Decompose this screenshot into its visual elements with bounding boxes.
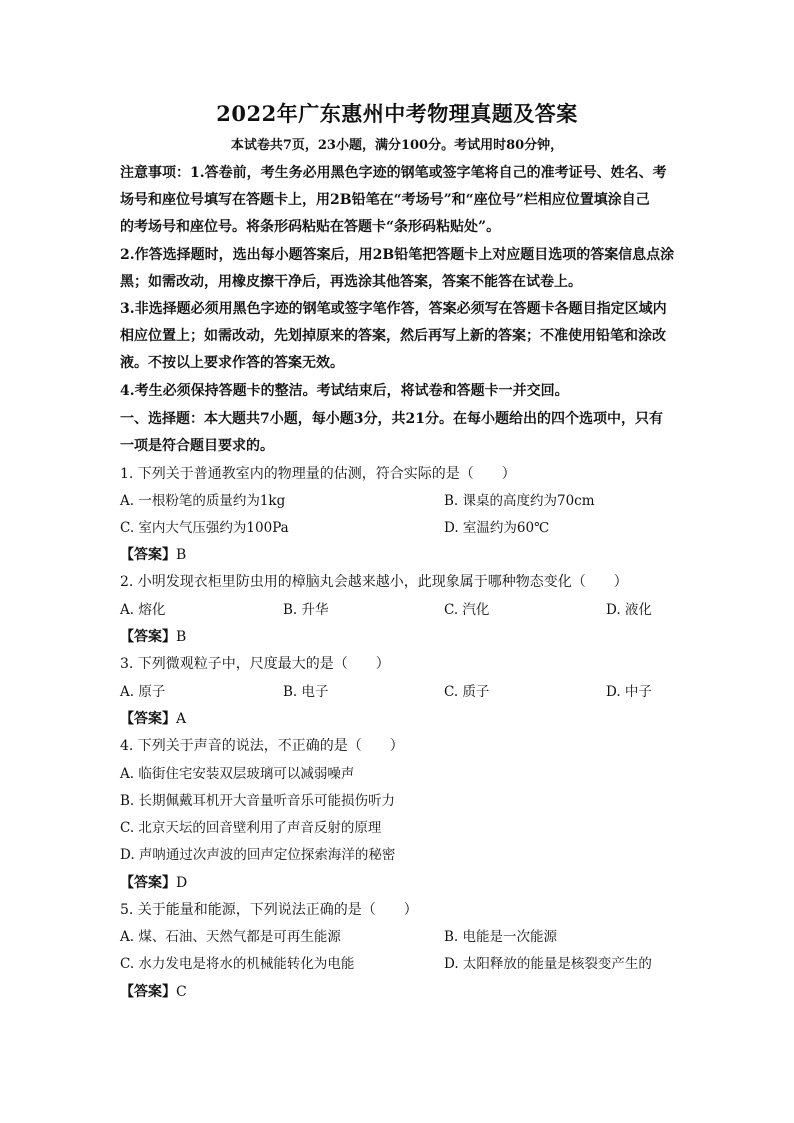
answer-line bbox=[120, 983, 187, 1001]
question-stem: 2. 小明发现衣柜里防虫用的樟脑丸会越来越小，此现象属于哪种物态变化（ ） bbox=[120, 574, 628, 590]
notice-line: 场号和座位号填写在答题卡上，用2B铅笔在“考场号”和“座位号”栏相应位置填涂自己 bbox=[120, 192, 650, 208]
option-b: B. 课桌的高度约为70cm bbox=[444, 493, 595, 509]
exam-subtitle: 本试卷共7页，23小题，满分100分。考试用时80分钟， bbox=[230, 138, 564, 153]
option-a: A. 熔化 bbox=[120, 602, 166, 618]
option-c: C. 室内大气压强约为100Pa bbox=[120, 520, 289, 536]
option-b: B. 升华 bbox=[283, 602, 329, 618]
option-c: C. 北京天坛的回音壁利用了声音反射的原理 bbox=[120, 820, 382, 836]
option-d: D. 液化 bbox=[606, 602, 652, 618]
answer-value: B bbox=[176, 629, 187, 645]
option-a: A. 原子 bbox=[120, 684, 166, 700]
question-stem: 1. 下列关于普通教室内的物理量的估测，符合实际的是（ ） bbox=[120, 466, 516, 482]
notice-line: 相应位置上；如需改动，先划掉原来的答案，然后再写上新的答案；不准使用铅笔和涂改 bbox=[120, 328, 666, 344]
option-b: B. 电能是一次能源 bbox=[444, 929, 558, 945]
option-d: D. 中子 bbox=[606, 684, 652, 700]
option-d: D. 室温约为60℃ bbox=[444, 520, 550, 536]
option-a: A. 临街住宅安装双层玻璃可以减弱噪声 bbox=[120, 766, 355, 782]
option-c: C. 质子 bbox=[444, 684, 490, 700]
option-c: C. 水力发电是将水的机械能转化为电能 bbox=[120, 956, 355, 972]
answer-value: B bbox=[176, 547, 187, 563]
answer-label: 【答案】 bbox=[120, 984, 176, 1000]
option-a: A. 一根粉笔的质量约为1kg bbox=[120, 493, 286, 509]
answer-line bbox=[120, 546, 186, 564]
option-b: B. 电子 bbox=[283, 684, 329, 700]
notice-line: 3.非选择题必须用黑色字迹的钢笔或签字笔作答，答案必须写在答题卡各题目指定区域内 bbox=[120, 301, 667, 317]
section-heading: 一、选择题：本大题共7小题，每小题3分，共21分。在每小题给出的四个选项中，只有 bbox=[120, 411, 663, 427]
answer-label: 【答案】 bbox=[120, 875, 176, 891]
answer-label: 【答案】 bbox=[120, 547, 176, 563]
notice-line: 4.考生必须保持答题卡的整洁。考试结束后，将试卷和答题卡一并交回。 bbox=[120, 383, 569, 399]
answer-label: 【答案】 bbox=[120, 629, 176, 645]
option-a: A. 煤、石油、天然气都是可再生能源 bbox=[120, 929, 341, 945]
question-stem: 3. 下列微观粒子中，尺度最大的是（ ） bbox=[120, 656, 390, 672]
answer-value: D bbox=[176, 875, 188, 891]
notice-line: 注意事项：1.答卷前，考生务必用黑色字迹的钢笔或签字笔将自己的准考证号、姓名、考 bbox=[120, 165, 667, 181]
option-c: C. 汽化 bbox=[444, 602, 490, 618]
notice-line: 液。不按以上要求作答的答案无效。 bbox=[120, 355, 344, 371]
page-title: 2022年广东惠州中考物理真题及答案 bbox=[216, 101, 578, 126]
answer-line bbox=[120, 874, 187, 892]
answer-label: 【答案】 bbox=[120, 711, 176, 727]
option-d: D. 声呐通过次声波的回声定位探索海洋的秘密 bbox=[120, 847, 396, 863]
answer-value: C bbox=[176, 984, 187, 1000]
option-b: B. 长期佩戴耳机开大音量听音乐可能损伤听力 bbox=[120, 793, 396, 809]
answer-line bbox=[120, 628, 186, 646]
notice-line: 的考场号和座位号。将条形码粘贴在答题卡“条形码粘贴处”。 bbox=[120, 219, 501, 235]
notice-line: 2.作答选择题时，选出每小题答案后，用2B铅笔把答题卡上对应题目选项的答案信息点涂 bbox=[120, 247, 675, 263]
answer-line bbox=[120, 710, 186, 728]
question-stem: 5. 关于能量和能源，下列说法正确的是（ ） bbox=[120, 902, 418, 918]
option-d: D. 太阳释放的能量是核裂变产生的 bbox=[444, 956, 652, 972]
notice-line: 黑；如需改动，用橡皮擦干净后，再选涂其他答案，答案不能答在试卷上。 bbox=[120, 274, 582, 290]
question-stem: 4. 下列关于声音的说法，不正确的是（ ） bbox=[120, 738, 404, 754]
section-heading: 一项是符合题目要求的。 bbox=[120, 438, 274, 454]
answer-value: A bbox=[176, 711, 187, 727]
